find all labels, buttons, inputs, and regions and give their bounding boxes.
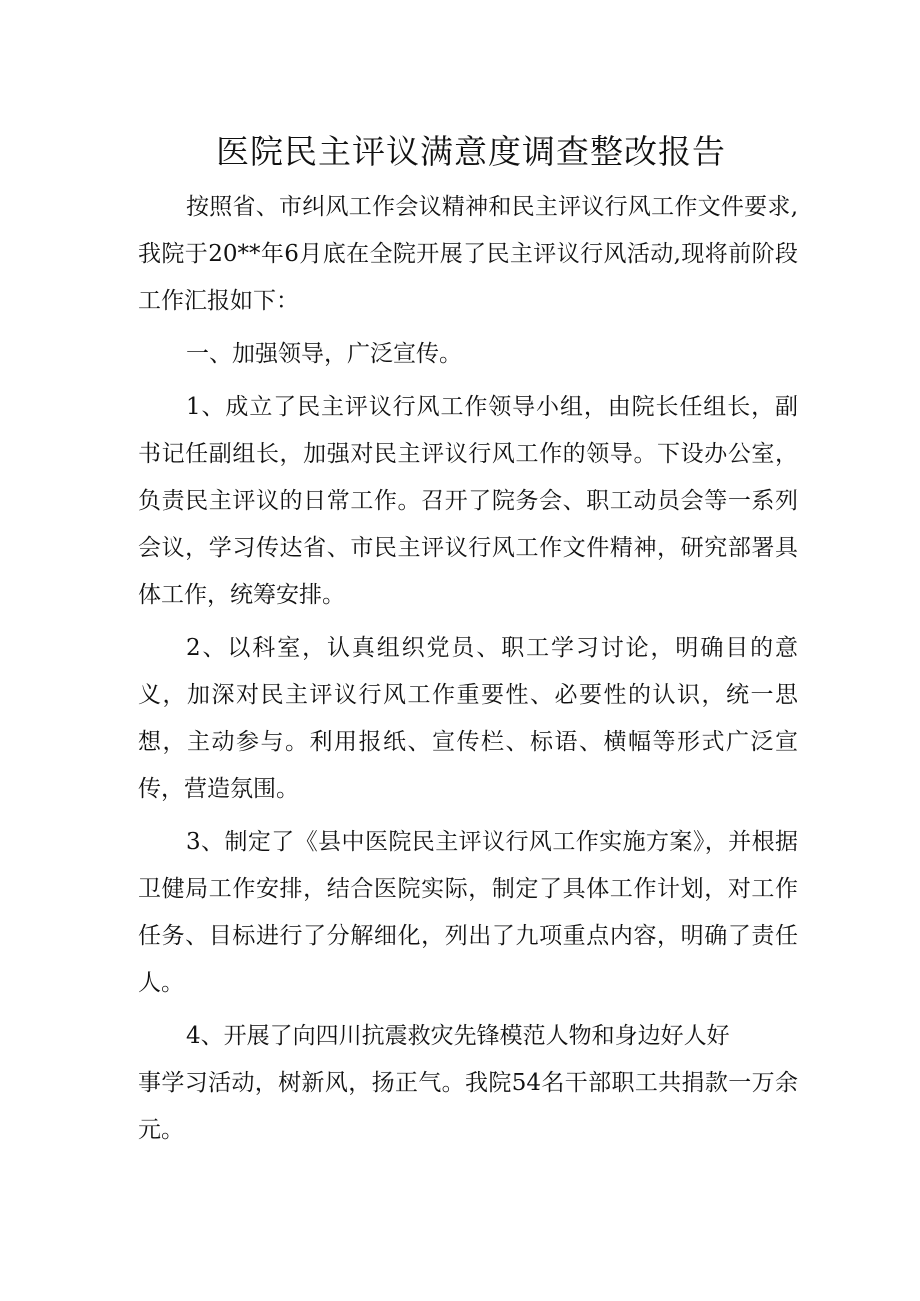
paragraph-item-4-line-1: 4、开展了向四川抗震救灾先锋模范人物和身边好人好 (186, 1023, 730, 1049)
paragraph-section-heading-1: 一、加强领导，广泛宣传。 (186, 341, 462, 367)
paragraph-item-4-line-2: 事学习活动，树新风，扬正气。我院54名干部职工共捐款一万余元。 (138, 1070, 798, 1143)
paragraph-item-2: 2、以科室，认真组织党员、职工学习讨论，明确目的意义，加深对民主评议行风工作重要性、必要性的认识，统一思想，主动参与。利用报纸、宣传栏、标语、横幅等形式广泛宣传，营造氛围。 (138, 635, 798, 802)
paragraph-item-1: 1、成立了民主评议行风工作领导小组，由院长任组长，副书记任副组长，加强对民主评议行风工作的领导。下设办公室，负责民主评议的日常工作。召开了院务会、职工动员会等一系列会议，学习传达省、市民主评议行风工作文件精神，研究部署具体工作，统筹安排。 (138, 394, 798, 608)
paragraph-item-3: 3、制定了《县中医院民主评议行风工作实施方案》，并根据卫健局工作安排，结合医院实际，制定了具体工作计划，对工作任务、目标进行了分解细化，列出了九项重点内容，明确了责任人。 (138, 829, 798, 996)
paragraph-intro: 按照省、市纠风工作会议精神和民主评议行风工作文件要求,我院于20**年6月底在全院开展了民主评议行风活动,现将前阶段工作汇报如下： (138, 194, 798, 314)
document-title: 医院民主评议满意度调查整改报告 (216, 132, 726, 171)
paragraph-item-4 (138, 1013, 798, 1154)
